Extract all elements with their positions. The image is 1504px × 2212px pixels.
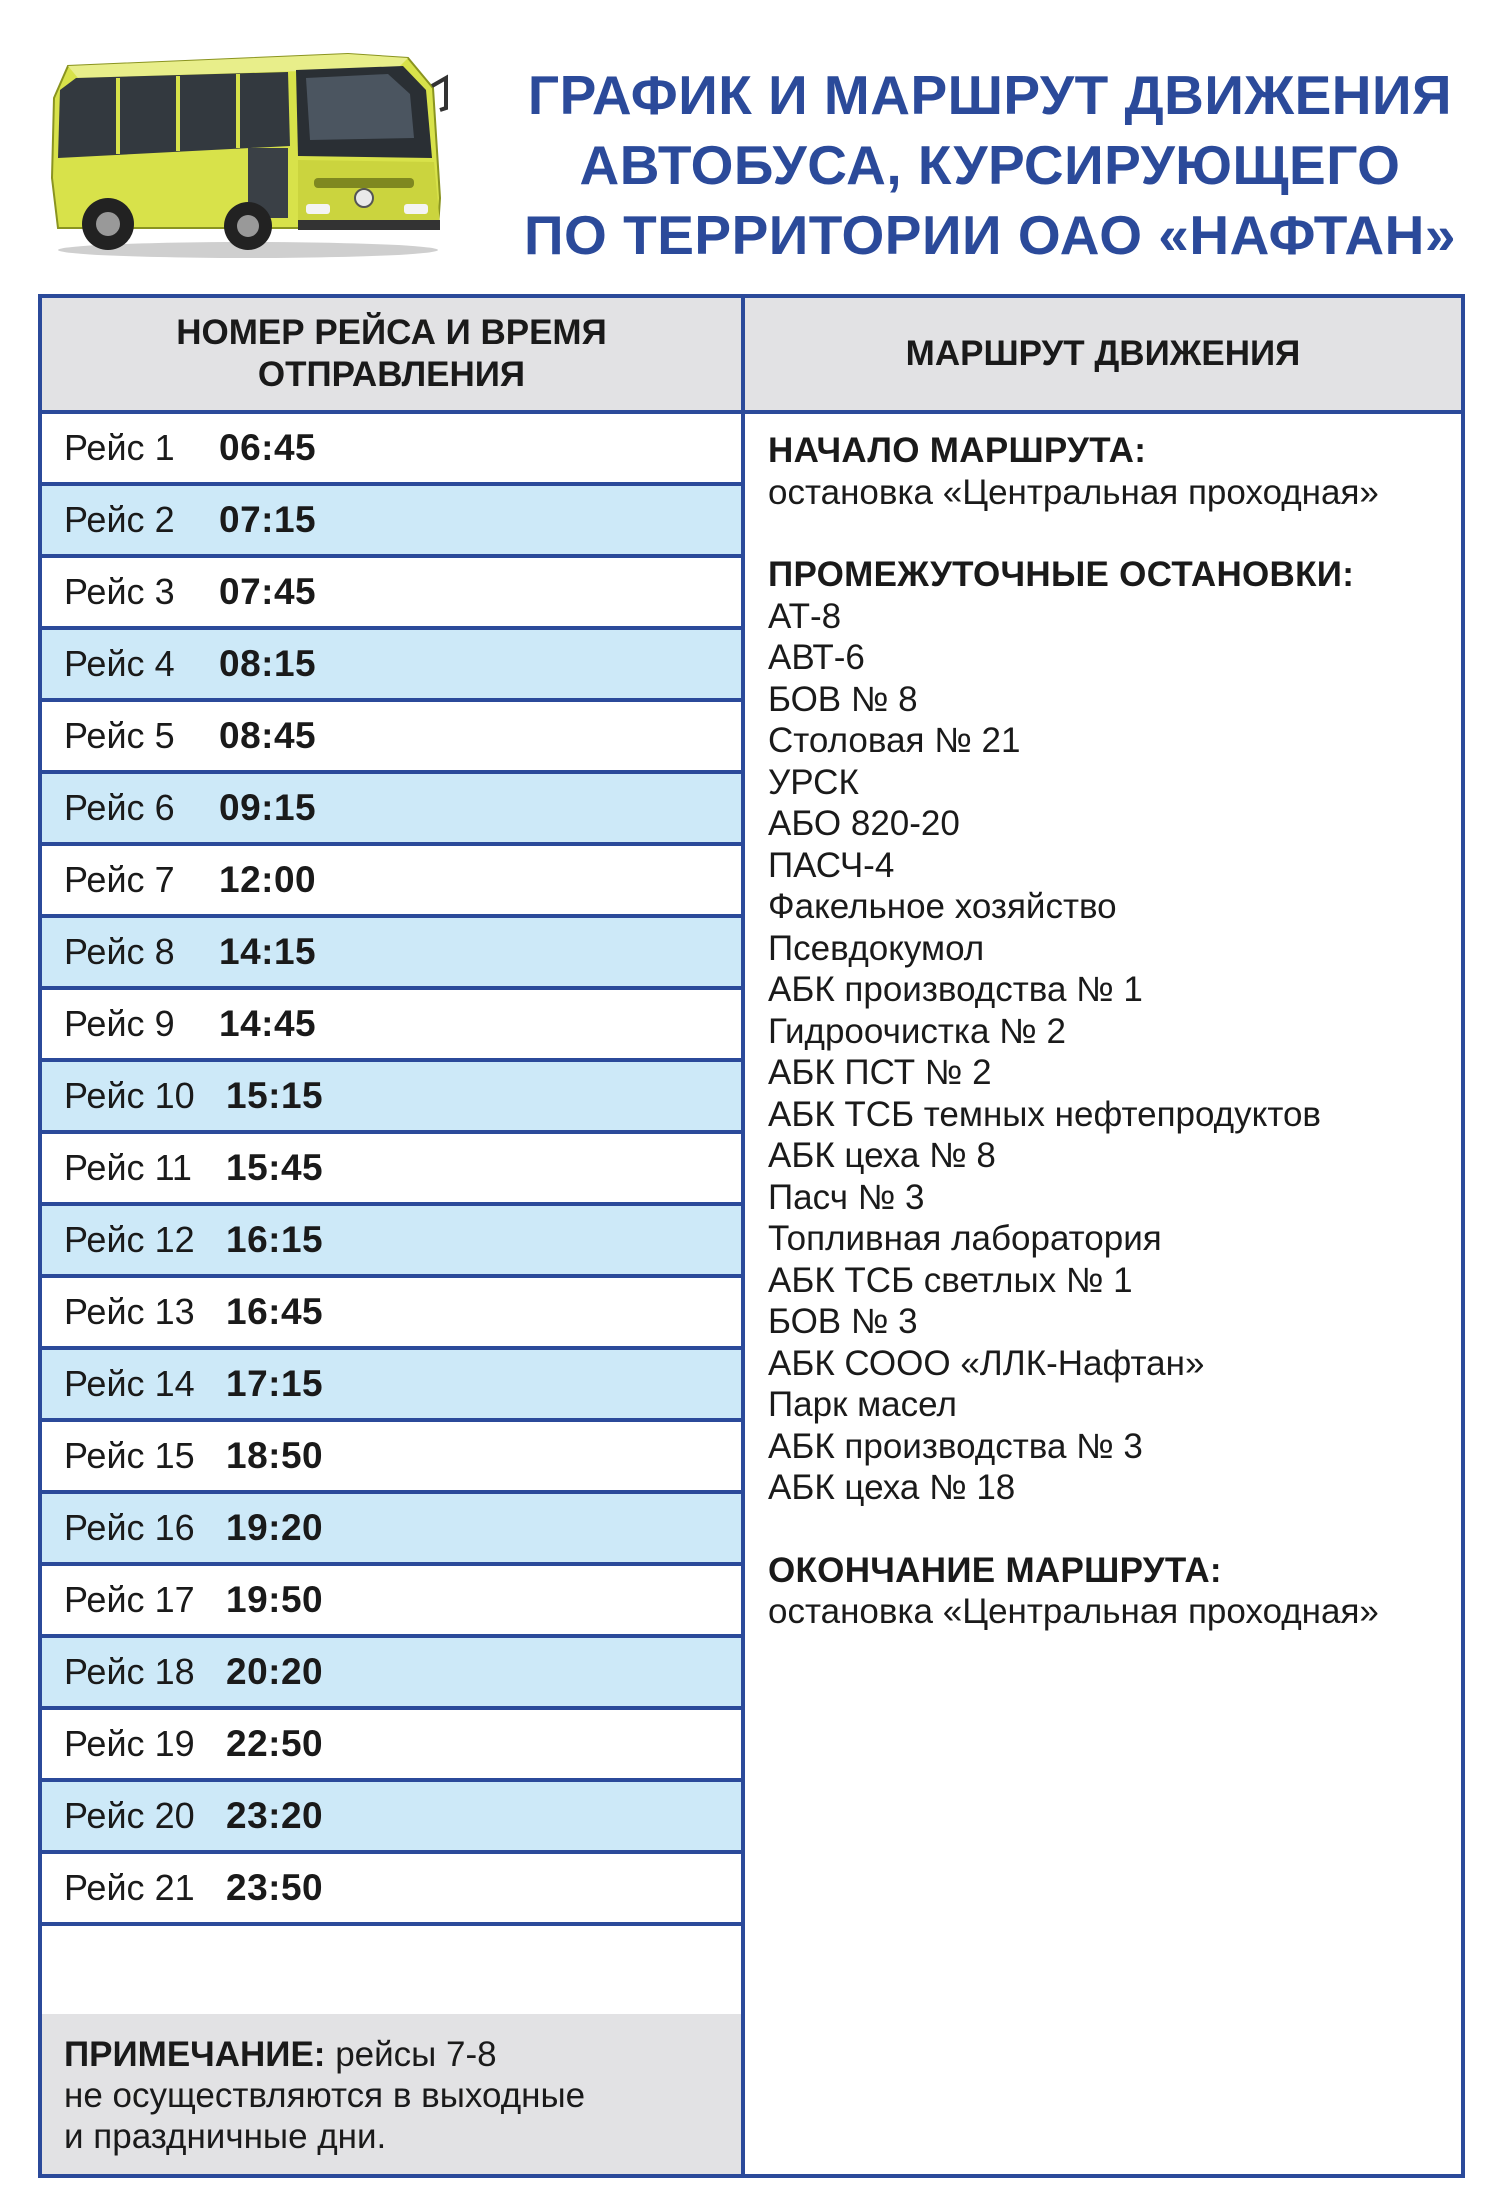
trip-number: Рейс 12 — [64, 1219, 195, 1260]
trip-time: 19:50 — [226, 1579, 324, 1620]
trip-number: Рейс 4 — [64, 643, 175, 684]
note-text-3: и праздничные дни. — [64, 2117, 387, 2156]
trip-time: 17:15 — [226, 1363, 324, 1404]
trip-number: Рейс 13 — [64, 1291, 195, 1332]
trip-time: 15:45 — [226, 1147, 324, 1188]
trip-time: 16:45 — [226, 1291, 324, 1332]
trip-time: 18:50 — [226, 1435, 324, 1476]
title-line-2: АВТОБУСА, КУРСИРУЮЩЕГО — [579, 134, 1401, 196]
route-stop: Пасч № 3 — [768, 1177, 925, 1217]
route-column-header: МАРШРУТ ДВИЖЕНИЯ — [745, 298, 1461, 410]
trip-time: 20:20 — [226, 1651, 324, 1692]
trip-row — [42, 1062, 741, 1134]
trip-row — [42, 630, 741, 702]
trip-time: 09:15 — [219, 787, 317, 828]
route-stop: Факельное хозяйство — [768, 887, 1117, 926]
trip-number: Рейс 3 — [64, 571, 175, 612]
trip-row — [42, 918, 741, 990]
route-stop: Парк масел — [768, 1385, 957, 1424]
trip-time: 08:15 — [219, 643, 317, 684]
route-stop: АБК ТСБ светлых № 1 — [768, 1260, 1133, 1300]
title-line-1: ГРАФИК И МАРШРУТ ДВИЖЕНИЯ — [527, 64, 1453, 126]
route-description — [768, 430, 1448, 1633]
trip-list — [42, 414, 741, 1926]
trip-row — [42, 486, 741, 558]
trip-row — [42, 414, 741, 486]
note — [42, 2014, 741, 2174]
route-stop: Псевдокумол — [768, 928, 985, 968]
trip-number: Рейс 16 — [64, 1507, 195, 1548]
trip-time: 19:20 — [226, 1507, 324, 1548]
trip-row — [42, 1782, 741, 1854]
trip-row — [42, 1134, 741, 1206]
route-end-stop: остановка «Центральная проходная» — [768, 1592, 1379, 1631]
route-stop: УРСК — [768, 762, 859, 802]
trip-time: 23:20 — [226, 1795, 324, 1836]
route-start-heading: НАЧАЛО МАРШРУТА: — [768, 431, 1147, 470]
route-stop: АБО 820-20 — [768, 804, 960, 843]
column-divider — [741, 294, 745, 2178]
note-text-1: рейсы 7-8 — [325, 2035, 497, 2074]
trip-row — [42, 558, 741, 630]
title-line-3: ПО ТЕРРИТОРИИ ОАО «НАФТАН» — [524, 204, 1456, 266]
trip-header-line-2: ОТПРАВЛЕНИЯ — [257, 355, 526, 394]
trip-row — [42, 1710, 741, 1782]
route-stop: АВТ-6 — [768, 638, 865, 677]
page-title — [490, 60, 1490, 270]
trip-number: Рейс 2 — [64, 499, 175, 540]
route-stop: Топливная лаборатория — [768, 1219, 1162, 1258]
route-stop: АБК ТСБ темных нефтепродуктов — [768, 1094, 1322, 1134]
trip-row — [42, 990, 741, 1062]
trip-row — [42, 774, 741, 846]
route-stop: АБК производства № 3 — [768, 1426, 1143, 1466]
trip-number: Рейс 14 — [64, 1363, 195, 1404]
route-stop: АБК ПСТ № 2 — [768, 1053, 992, 1092]
trip-row — [42, 1422, 741, 1494]
trip-number: Рейс 8 — [64, 931, 175, 972]
trip-row — [42, 1566, 741, 1638]
trip-number: Рейс 10 — [64, 1075, 195, 1116]
trip-time: 06:45 — [219, 427, 317, 468]
trip-time: 22:50 — [226, 1723, 324, 1764]
stop-list — [768, 596, 1448, 1509]
trip-number: Рейс 9 — [64, 1003, 175, 1044]
trip-header-line-1: НОМЕР РЕЙСА И ВРЕМЯ — [176, 313, 607, 352]
trip-time: 14:15 — [219, 931, 317, 972]
trip-row — [42, 846, 741, 918]
route-stop: АТ-8 — [768, 596, 842, 636]
trip-number: Рейс 21 — [64, 1867, 195, 1908]
trip-number: Рейс 18 — [64, 1651, 195, 1692]
route-stop: Столовая № 21 — [768, 721, 1021, 760]
trip-time: 23:50 — [226, 1867, 324, 1908]
trip-number: Рейс 15 — [64, 1435, 195, 1476]
trip-number: Рейс 11 — [64, 1147, 192, 1188]
trip-column-header — [42, 298, 741, 410]
route-stop: БОВ № 3 — [768, 1302, 918, 1341]
trip-number: Рейс 5 — [64, 715, 175, 756]
trip-time: 07:45 — [219, 571, 317, 612]
bus-illustration — [48, 28, 448, 260]
trip-time: 07:15 — [219, 499, 317, 540]
route-stop: АБК производства № 1 — [768, 970, 1143, 1009]
trip-time: 15:15 — [226, 1075, 324, 1116]
note-label: ПРИМЕЧАНИЕ: — [64, 2035, 326, 2074]
route-end-heading: ОКОНЧАНИЕ МАРШРУТА: — [768, 1550, 1222, 1590]
route-stop: ПАСЧ-4 — [768, 845, 895, 885]
route-intermediate-heading: ПРОМЕЖУТОЧНЫЕ ОСТАНОВКИ: — [768, 555, 1355, 594]
trip-time: 08:45 — [219, 715, 317, 756]
trip-number: Рейс 7 — [64, 859, 175, 900]
route-stop: БОВ № 8 — [768, 679, 918, 719]
trip-number: Рейс 6 — [64, 787, 175, 828]
route-stop: АБК цеха № 8 — [768, 1136, 996, 1175]
trip-row — [42, 702, 741, 774]
note-text-2: не осуществляются в выходные — [64, 2076, 586, 2115]
trip-time: 16:15 — [226, 1219, 324, 1260]
trip-number: Рейс 19 — [64, 1723, 195, 1764]
trip-number: Рейс 1 — [64, 427, 175, 468]
trip-time: 12:00 — [219, 859, 317, 900]
route-stop: Гидроочистка № 2 — [768, 1011, 1066, 1051]
trip-number: Рейс 17 — [64, 1579, 195, 1620]
trip-row — [42, 1350, 741, 1422]
trip-row — [42, 1638, 741, 1710]
trip-time: 14:45 — [219, 1003, 317, 1044]
route-start-stop: остановка «Центральная проходная» — [768, 472, 1379, 512]
trip-row — [42, 1206, 741, 1278]
trip-row — [42, 1494, 741, 1566]
trip-row — [42, 1854, 741, 1926]
trip-row — [42, 1278, 741, 1350]
route-stop: АБК цеха № 18 — [768, 1468, 1016, 1507]
trip-number: Рейс 20 — [64, 1795, 195, 1836]
route-stop: АБК СООО «ЛЛК-Нафтан» — [768, 1343, 1205, 1383]
